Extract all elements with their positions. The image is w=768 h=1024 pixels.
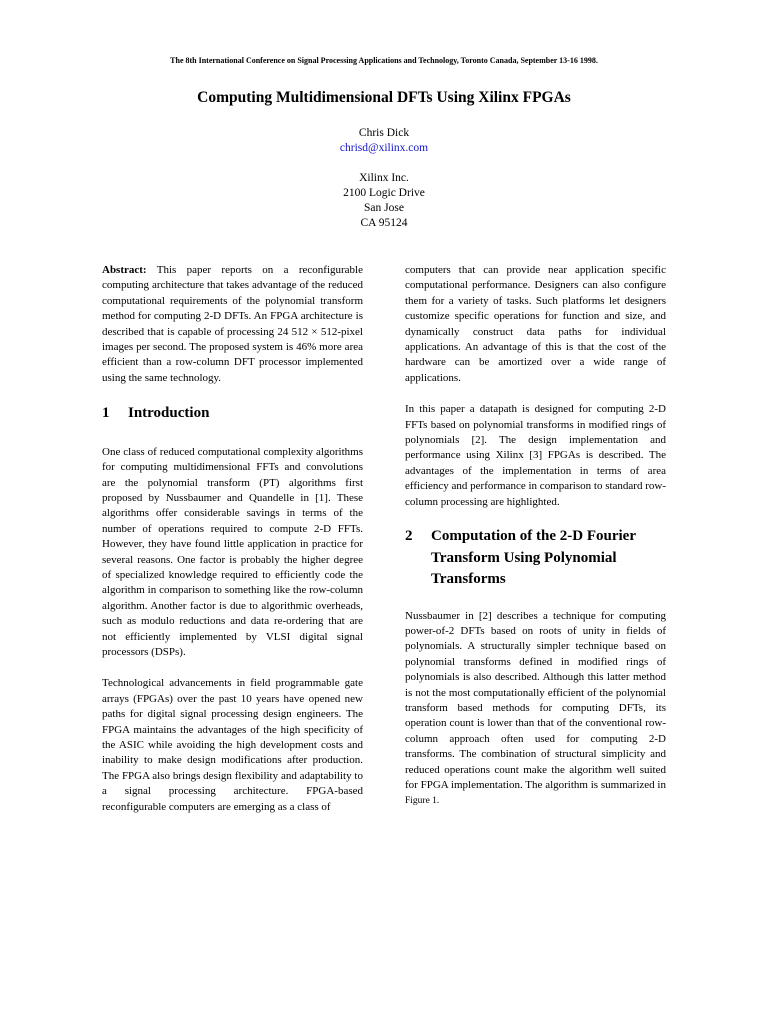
paper-title: Computing Multidimensional DFTs Using Xilinx FPGAs <box>197 89 571 106</box>
conference-header: The 8th International Conference on Signal Processing Applications and Technology, Toronto Canada, September 13-16 1998. <box>170 56 598 65</box>
author-street: 2100 Logic Drive <box>343 187 425 199</box>
left-column <box>102 263 363 815</box>
section-2-text: Nussbaumer in [2] describes a technique for computing power-of-2 DFTs based on roots of unity in fields of polynomials. A structurally simpler technique based on polynomial transforms defined in modified rings of polynomials is also described. Although this latter method is not the most computationally efficient of the polynomial transform based methods for computing DFTs, its operation count is lower than that of the conventional row-column approach often used for computing 2-D transforms. The combination of structural simplicity and reduced operations count make the algorithm well suited for FPGA implementation. The algorithm is summarized in <box>405 609 666 792</box>
author-name: Chris Dick <box>358 127 410 139</box>
section-2-paragraph-1 <box>405 609 666 810</box>
section-1-number: 1 <box>102 405 110 422</box>
intro-paragraph-3: computers that can provide near application specific computational performance. Designers can also configure them for a variety of tasks. Such platforms let designers customize specific operations for function and size, and dynamically construct data paths for individual applications. An advantage of this is that the cost of the hardware can be amortized over a wide range of applications. <box>405 264 666 384</box>
intro-paragraph-1: One class of reduced computational complexity algorithms for computing multidimensional FFTs and convolutions are the polynomial transform (PT) algorithms first proposed by Nussbaumer and Quandelle in [1]. These algorithms offer considerable savings in terms of the number of operations required to compute 2-D FFTs. However, they have found little application in practice for several reasons. One factor is probably the higher degree of specialized knowledge required to efficiently code the algorithm in comparison to something like the row-column algorithm. Another factor is due to algorithmic overheads, such as modulo reductions and data re-ordering that are not efficiently implemented by VLSI digital signal processors (DSPs). <box>102 445 363 659</box>
author-email[interactable]: chrisd@xilinx.com <box>339 142 429 154</box>
section-1-heading <box>102 403 363 425</box>
abstract-label: Abstract: <box>102 264 147 276</box>
figure-1-reference[interactable]: Figure 1. <box>405 796 440 807</box>
author-block <box>0 126 768 231</box>
abstract <box>102 263 363 386</box>
abstract-text: This paper reports on a reconfigurable computing architecture that takes advantage of the reduced computational requirements of the polynomial transform method for computing 2-D DFTs. An FPGA architecture is described that is capable of processing 24 512 × 512-pixel images per second. The proposed system is 46% more area efficient than a row-column DFT processor implemented using the same technology. <box>102 264 363 384</box>
intro-paragraph-2: Technological advancements in field programmable gate arrays (FPGAs) over the past 10 years have opened new paths for digital signal processing design engineers. The FPGA maintains the advantages of the high specificity of the ASIC while avoiding the high development costs and inability to make design modifications after production. The FPGA also brings design flexibility and adaptability to a signal processing architecture. FPGA-based reconfigurable computers are emerging as a class of <box>102 677 363 813</box>
author-city: San Jose <box>364 202 404 214</box>
section-2-title: Computation of the 2-D Fourier Transform Using Polynomial Transforms <box>431 528 636 588</box>
author-zip: CA 95124 <box>360 217 408 229</box>
section-2-heading <box>405 526 666 591</box>
intro-paragraph-4: In this paper a datapath is designed for computing 2-D FFTs based on polynomial transforms in modified rings of polynomials [2]. The design implementation and performance using Xilinx [3] FPGAs is described. The advantages of the implementation in terms of area efficiency and performance in comparison to standard row-column processing are highlighted. <box>405 403 666 508</box>
section-1-title: Introduction <box>128 405 210 422</box>
right-column <box>405 263 666 810</box>
author-company: Xilinx Inc. <box>359 172 409 184</box>
section-2-number: 2 <box>405 528 413 545</box>
